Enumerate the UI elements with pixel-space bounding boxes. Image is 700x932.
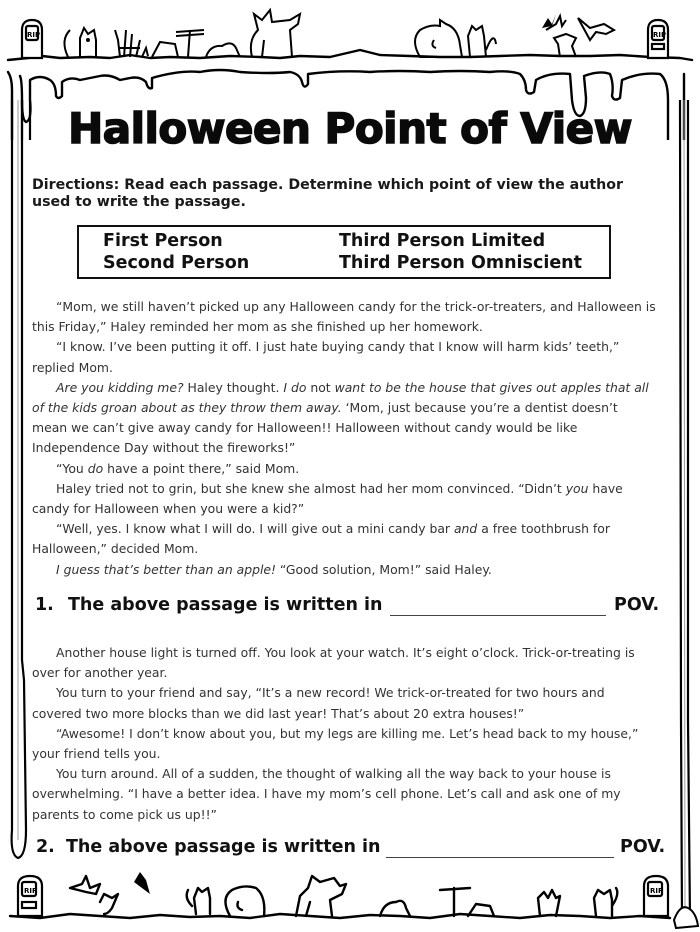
worksheet-title: Halloween Point of View [68,104,632,153]
question-1-number: 1. [35,595,54,615]
text: a free toothbrush for Halloween,” decided Mom. [32,521,610,557]
text: have a point there,” said Mom. [103,460,300,476]
text: “Well, yes. I know what I will do. I will give out a mini candy bar [56,521,454,537]
text: Haley tried not to grin, but she knew she almost had her mom convinced. “Didn’t [56,480,566,496]
text: have candy for Halloween when you were a kid?” [32,480,623,517]
passage-2-paragraph [32,683,656,723]
rip-label-bottom-left: RIP [24,887,38,895]
question-2-number: 2. [36,837,55,857]
question-1 [0,593,700,619]
passage-1-paragraph [32,297,656,337]
text: ‘Mom, just because you’re a dentist doesn’t mean we can’t give away candy for Halloween!! Halloween without candy would be like Independence Day without the fireworks!” [32,400,618,456]
italic-text: you [565,480,589,496]
passage-2-paragraph [32,643,656,683]
rip-label-bottom-right: RIP [650,887,664,895]
passage-1 [32,297,656,580]
italic-text: Are you kidding me? [56,379,184,395]
text: not [306,379,335,395]
pov-option-third-omniscient: Third Person Omniscient [339,253,583,273]
passage-2 [32,643,656,825]
text: You turn to your friend and say, “It’s a new record! We trick-or-treated for two hours and covered two more blocks than we did last year! That’s about 20 extra houses!” [32,685,605,721]
passage-2-paragraph [32,764,656,825]
bottom-graveyard-border [0,858,700,932]
text: “Awesome! I don’t know about you, but my legs are killing me. Let’s head back to my house,” your friend tells you. [32,725,639,762]
italic-text: I guess that’s better than an apple! [56,561,276,577]
italic-text: do [87,460,104,476]
passage-1-paragraph [32,519,656,559]
passage-2-paragraph [32,724,656,764]
pov-option-third-limited: Third Person Limited [339,231,546,251]
text: “Mom, we still haven’t picked up any Halloween candy for the trick-or-treaters, and Halloween is this Friday,” Haley reminded her mom as she finished up her homework. [32,299,656,335]
question-1-answer-blank[interactable] [390,615,606,616]
question-2-prompt: The above passage is written in [66,837,381,857]
pov-options-box [77,225,611,279]
pov-option-first-person: First Person [103,231,223,251]
italic-text: and [453,521,478,537]
question-2-suffix: POV. [620,837,666,857]
pov-option-second-person: Second Person [103,253,250,273]
text: “Good solution, Mom!” said Haley. [275,561,492,577]
text: You turn around. All of a sudden, the thought of walking all the way back to your house is overwhelming. “I have a better idea. I have my mom’s cell phone. Let’s call and ask one of my parents to come pick us up!!” [32,766,621,822]
italic-text: want to be the house that gives out apples that all of the kids groan about as they throw them away. [32,379,649,416]
passage-1-paragraph [32,560,656,580]
text: “You [56,460,88,476]
text: Haley thought. [183,379,284,395]
passage-1-paragraph [32,479,656,519]
right-slime-frame [660,100,700,932]
rip-label-top-right: RIP [653,31,667,39]
rip-label-top-left: RIP [27,31,41,39]
passage-1-paragraph [32,337,656,377]
directions-text: Directions: Read each passage. Determine which point of view the author used to write the passage. [32,177,623,210]
italic-text: I do [283,379,307,395]
question-1-suffix: POV. [614,595,660,615]
passage-1-paragraph [32,378,656,459]
passage-1-paragraph [32,459,656,479]
question-1-prompt: The above passage is written in [68,595,383,615]
text: Another house light is turned off. You look at your watch. It’s eight o’clock. Trick-or-treating is over for another year. [32,645,635,681]
text: “I know. I’ve been putting it off. I just hate buying candy that I know will harm kids’ teeth,” replied Mom. [32,339,620,375]
